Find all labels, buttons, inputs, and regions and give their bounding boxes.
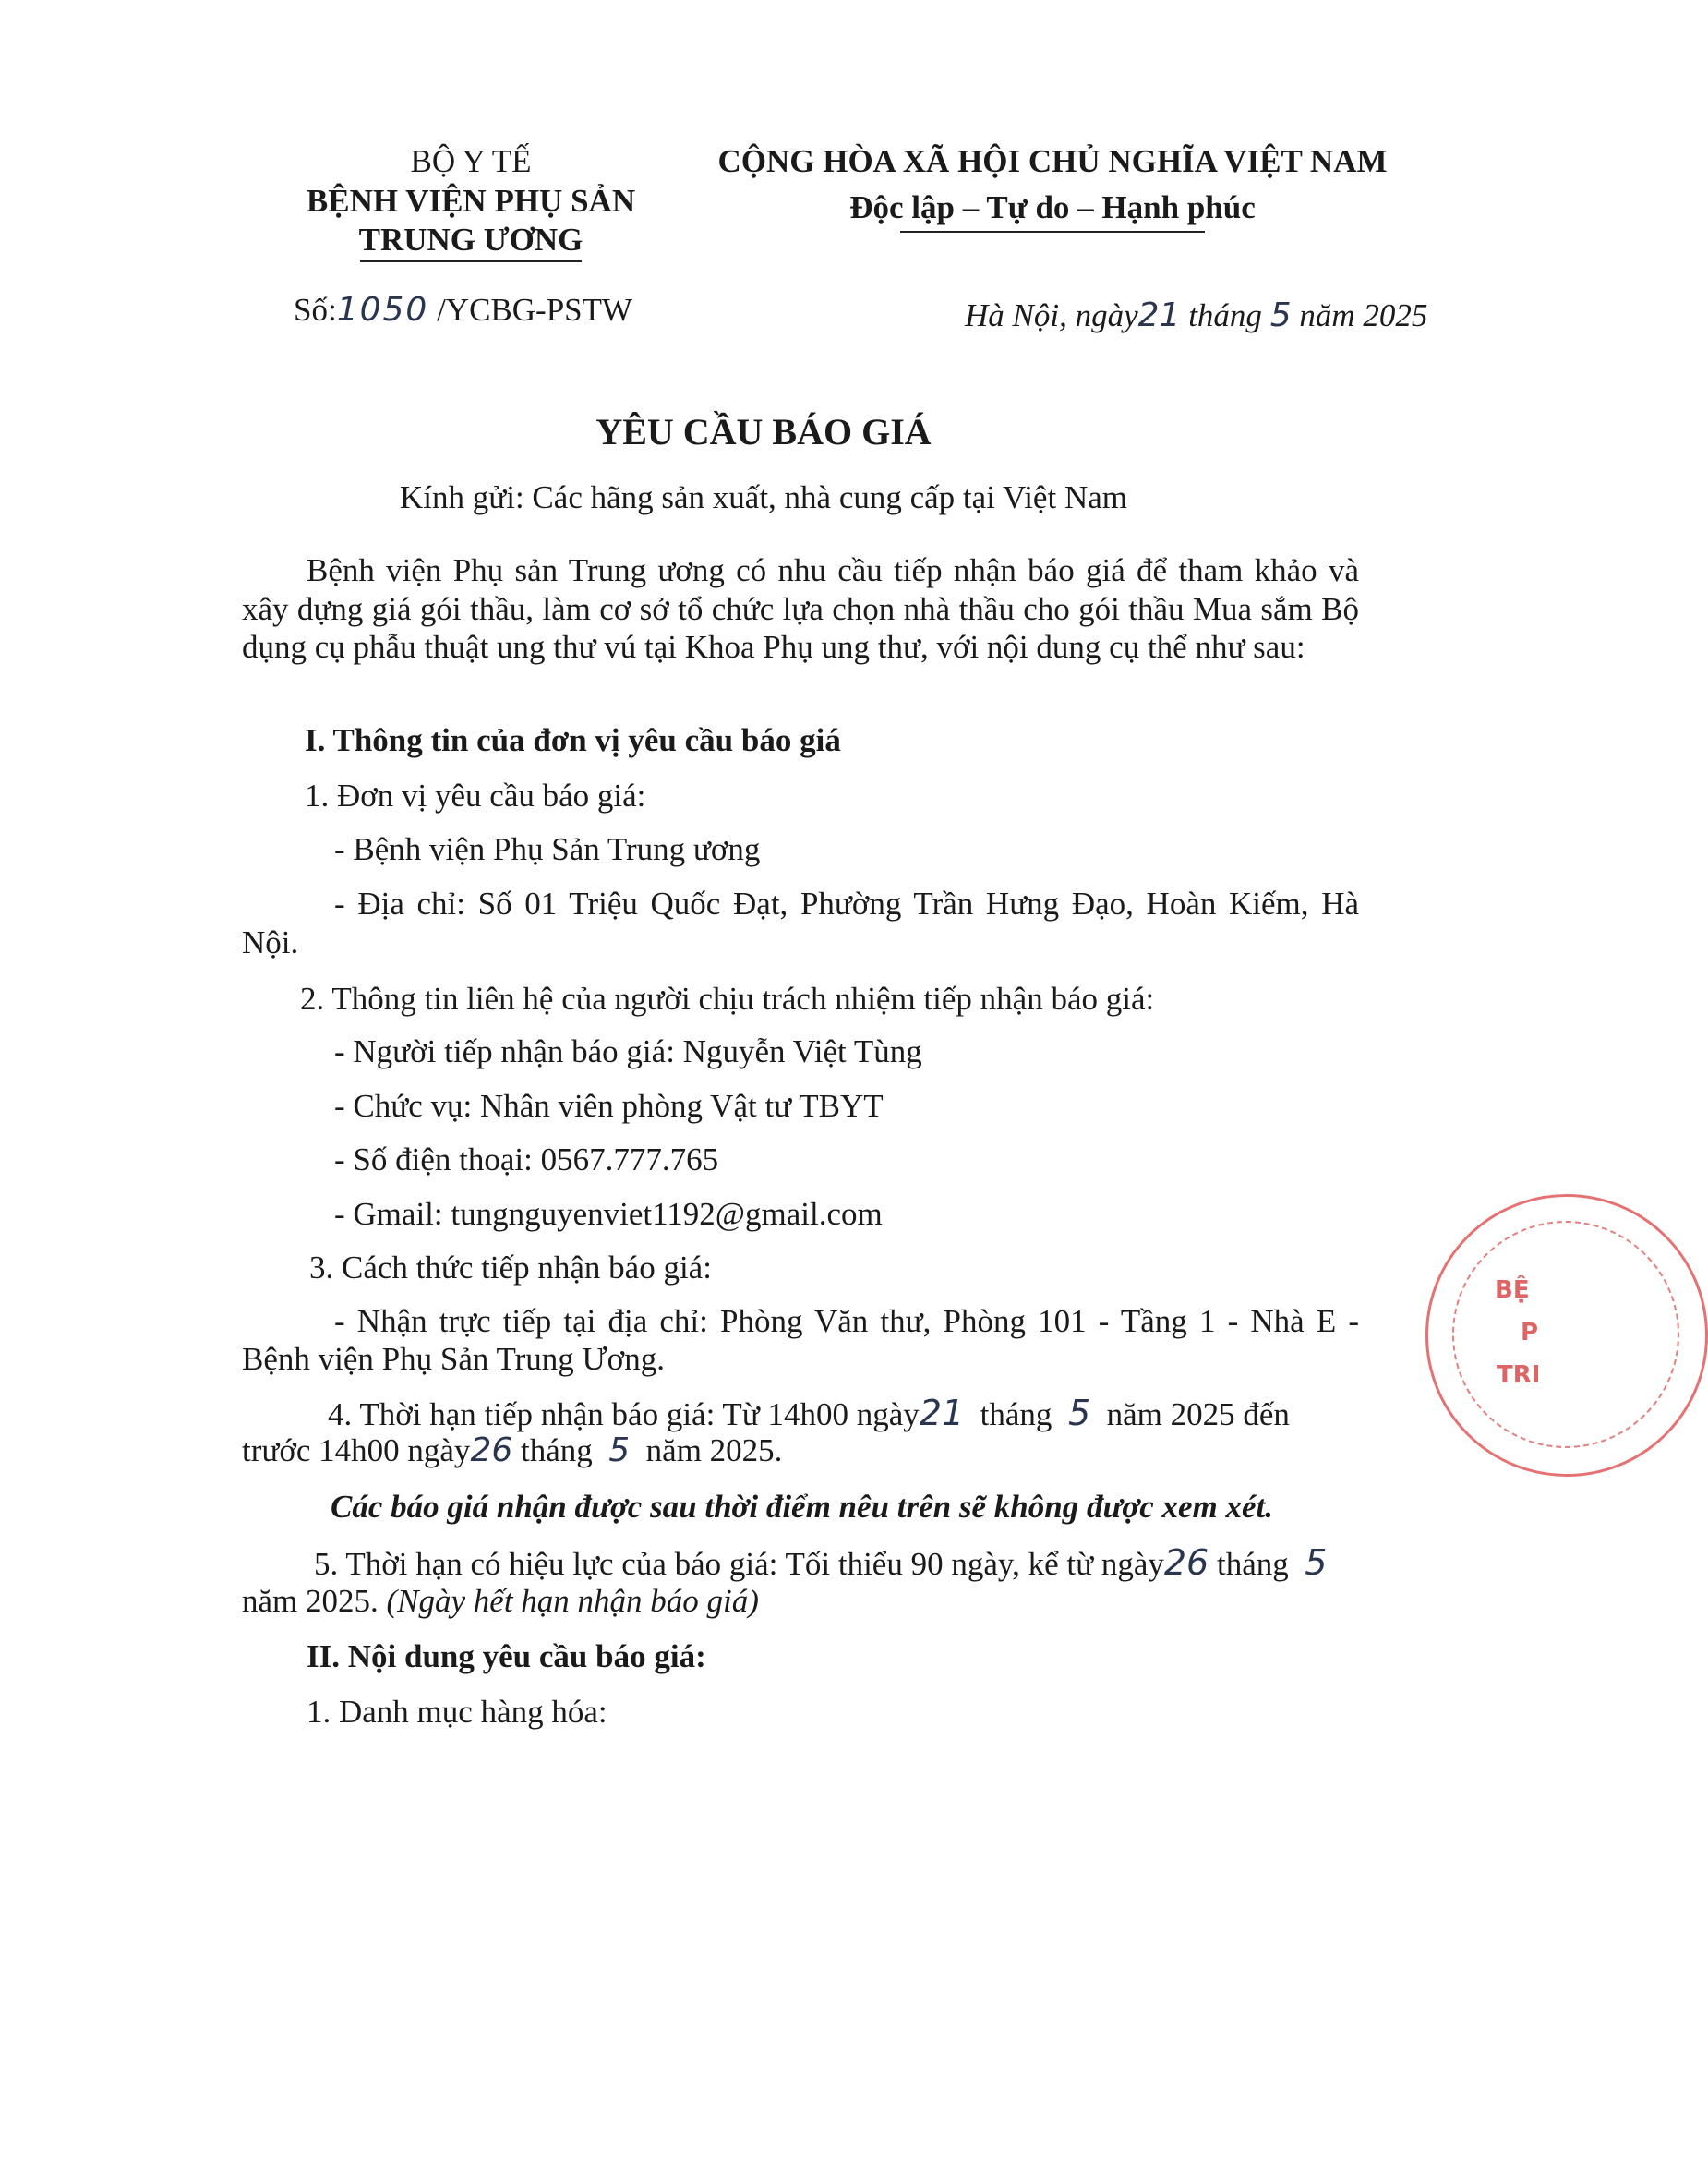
intro-paragraph: Bệnh viện Phụ sản Trung ương có nhu cầu tiếp nhận báo giá để tham khảo và xây dựng giá gói thầu, làm cơ sở tổ chức lựa chọn nhà thầu cho gói thầu Mua sắm Bộ dụng cụ phẫu thuật ung thư vú tại Khoa Phụ ung thư, với nội dung cụ thể như sau: [242,552,1359,665]
item4-text-d: trước 14h00 ngày [242,1432,471,1468]
date-year: năm 2025 [1299,297,1428,333]
date-month-word: tháng [1188,297,1262,333]
item4-day1-handwritten: 21 [919,1393,965,1433]
section1-item1-name: - Bệnh viện Phụ Sản Trung ương [334,831,761,867]
section1-item2-phone: - Số điện thoại: 0567.777.765 [334,1141,719,1177]
stamp-text-line3: TRI [1497,1361,1541,1389]
red-seal-stamp [1425,1194,1708,1477]
hospital-underline [360,260,582,262]
item4-text-a: 4. Thời hạn tiếp nhận báo giá: Từ 14h00 ngày [328,1396,920,1432]
section1-item3-text: - Nhận trực tiếp tại địa chỉ: Phòng Văn thư, Phòng 101 - Tầng 1 - Nhà E - Bệnh viện Phụ Sản Trung Ương. [242,1303,1359,1377]
section1-item1-title: 1. Đơn vị yêu cầu báo giá: [305,778,646,814]
late-submission-notice: Các báo giá nhận được sau thời điểm nêu trên sẽ không được xem xét. [331,1489,1273,1525]
date-place: Hà Nội, ngày [965,297,1138,333]
item4-text-b: tháng [980,1396,1052,1432]
stamp-inner-ring [1452,1221,1679,1448]
hospital-name-line2: TRUNG ƯƠNG [358,222,583,258]
item5-text-c: năm 2025. [242,1583,379,1619]
stamp-text-line2: P [1521,1319,1539,1346]
recipient-line: Kính gửi: Các hãng sản xuất, nhà cung cấp tại Việt Nam [400,479,1127,515]
section1-heading: I. Thông tin của đơn vị yêu cầu báo giá [305,722,841,758]
country-name: CỘNG HÒA XÃ HỘI CHỦ NGHĨA VIỆT NAM [717,143,1388,179]
section1-item4-line1 [328,1393,1290,1435]
item4-text-e: tháng [521,1432,593,1468]
section1-item3-title: 3. Cách thức tiếp nhận báo giá: [309,1250,712,1286]
date-day-handwritten: 21 [1137,296,1181,334]
ministry-name: BỘ Y TẾ [410,143,532,179]
stamp-text-line1: BỆ [1495,1276,1530,1304]
item5-note: (Ngày hết hạn nhận báo giá) [386,1583,759,1619]
section1-item4-line2 [242,1431,782,1471]
date-month-handwritten: 5 [1269,296,1292,334]
item4-day2-handwritten: 26 [470,1431,513,1469]
item4-month1-handwritten: 5 [1067,1393,1091,1433]
national-motto: Độc lập – Tự do – Hạnh phúc [849,189,1256,225]
motto-underline [900,231,1205,233]
item5-day-handwritten: 26 [1163,1542,1209,1583]
section1-item2-person: - Người tiếp nhận báo giá: Nguyễn Việt Tùng [334,1033,922,1069]
document-date [965,296,1427,336]
item5-text-a: 5. Thời hạn có hiệu lực của báo giá: Tối thiểu 90 ngày, kể từ ngày [314,1546,1164,1582]
hospital-name-line1: BỆNH VIỆN PHỤ SẢN [306,183,636,219]
document-number-handwritten: 1050 [336,291,429,329]
section1-item5-line2 [242,1581,759,1622]
section1-item2-email: - Gmail: tungnguyenviet1192@gmail.com [334,1196,883,1232]
section1-item1-address: - Địa chỉ: Số 01 Triệu Quốc Đạt, Phường Trần Hưng Đạo, Hoàn Kiếm, Hà Nội. [242,886,1359,960]
document-title: YÊU CẦU BÁO GIÁ [595,411,932,453]
item5-text-b: tháng [1216,1546,1289,1582]
item5-month-handwritten: 5 [1305,1542,1328,1583]
section2-item1-title: 1. Danh mục hàng hóa: [307,1694,607,1730]
item4-text-f: năm 2025. [645,1432,783,1468]
item4-text-c: năm 2025 đến [1106,1396,1290,1432]
item4-month2-handwritten: 5 [608,1431,631,1469]
section2-heading: II. Nội dung yêu cầu báo giá: [307,1638,706,1674]
document-number-suffix: /YCBG-PSTW [437,292,633,328]
document-number [294,290,632,331]
section1-item5-line1 [314,1542,1327,1585]
document-number-prefix: Số: [294,292,337,328]
section1-item2-title: 2. Thông tin liên hệ của người chịu trách nhiệm tiếp nhận báo giá: [300,981,1155,1017]
section1-item2-position: - Chức vụ: Nhân viên phòng Vật tư TBYT [334,1088,884,1124]
